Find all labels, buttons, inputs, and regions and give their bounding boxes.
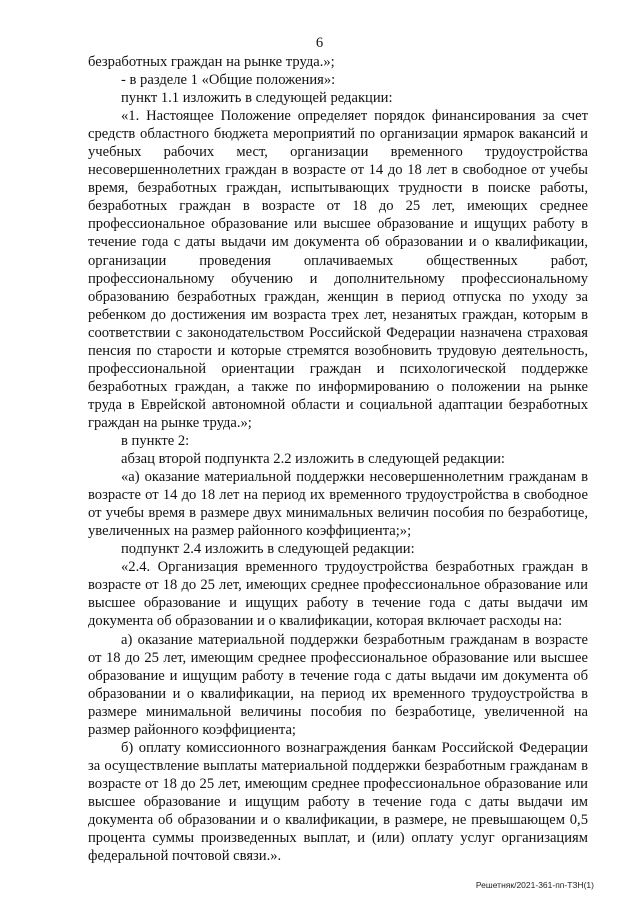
paragraph: а) оказание материальной поддержки безработным гражданам в возрасте от 18 до 25 лет, имеющим среднее профессиональное образование или высшее образование и ищущим работу в течение года с даты выдачи им документа об образовании и о квалификации, на период их временного трудоустройства в размере минимальной величины пособия по безработице, увеличенной на размер районного коэффициента; <box>88 631 588 738</box>
paragraph: пункт 1.1 изложить в следующей редакции: <box>121 90 393 107</box>
paragraph: - в разделе 1 «Общие положения»: <box>121 72 336 89</box>
document-body <box>88 53 588 865</box>
paragraph: абзац второй подпункта 2.2 изложить в следующей редакции: <box>121 451 505 468</box>
paragraph: в пункте 2: <box>121 432 190 449</box>
paragraph: безработных граждан на рынке труда.»; <box>88 54 335 70</box>
paragraph: «а) оказание материальной поддержки несовершеннолетним гражданам в возрасте от 14 до 18 лет на период их временного трудоустройства в свободное от учебы время в размере двух минимальных величин пособия по безработице, увеличенных на размер районного коэффициента;»; <box>88 469 588 540</box>
paragraph: «2.4. Организация временного трудоустройства безработных граждан в возрасте от 18 до 25 лет, имеющих среднее профессиональное образование или высшее образование и ищущих работу в течение года с даты выдачи им документа об образовании и о квалификации, которая включает расходы на: <box>88 559 588 630</box>
page-number: 6 <box>315 35 324 51</box>
paragraph: б) оплату комиссионного вознаграждения банкам Российской Федерации за осуществление выплаты материальной поддержки безработным гражданам в возрасте от 18 до 25 лет, имеющим среднее профессиональное образование или высшее образование и ищущим работу в течение года с даты выдачи им документа об образовании и о квалификации, в размере, не превышающем 0,5 процента суммы произведенных выплат, и (или) оплату услуг организациям федеральной почтовой связи.». <box>88 739 588 865</box>
paragraph: подпункт 2.4 изложить в следующей редакции: <box>121 541 415 558</box>
document-footer-code: Решетняк/2021-361-пп-ТЗН(1) <box>475 880 594 890</box>
paragraph: «1. Настоящее Положение определяет порядок финансирования за счет средств областного бюджета мероприятий по организации ярмарок вакансий и учебных рабочих мест, организации временного трудоустройства несовершеннолетних граждан в возрасте от 14 до 18 лет в свободное от учебы время, безработных граждан, испытывающих трудности в поиске работы, безработных граждан в возрасте от 18 до 25 лет, имеющих среднее профессиональное образование или высшее образование и ищущих работу в течение года с даты выдачи им документа об образовании и о квалификации, организации проведения оплачиваемых общественных работ, профессиональному обучению и дополнительному профессиональному образованию безработных граждан, женщин в период отпуска по уходу за ребенком до достижения им возраста трех лет, незанятых граждан, которым в соответствии с законодательством Российской Федерации назначена страховая пенсия по старости и которые стремятся возобновить трудовую деятельность, профессиональной ориентации граждан и психологической поддержке безработных граждан, а также по информированию о положении на рынке труда в Еврейской автономной области и социальной адаптации безработных граждан на рынке труда.»; <box>88 108 588 431</box>
